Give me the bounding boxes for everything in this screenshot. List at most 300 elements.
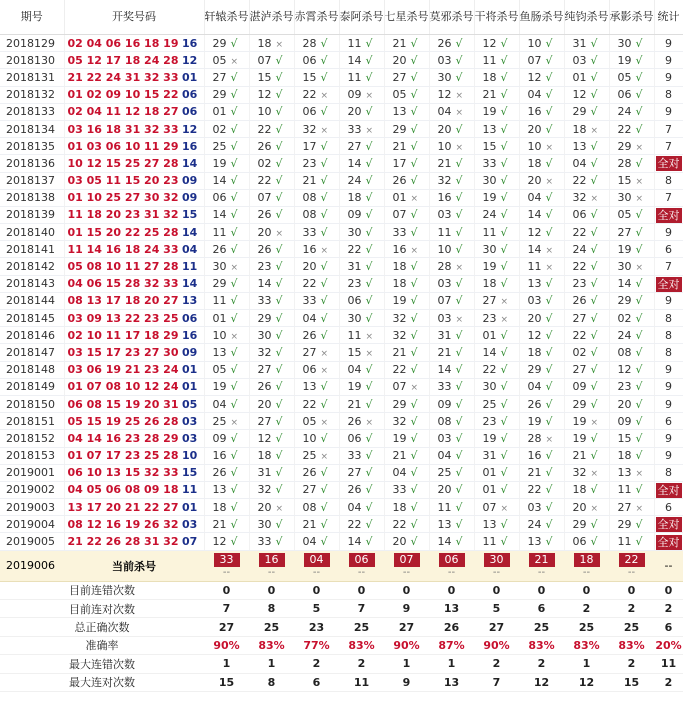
correct-check-icon: √ xyxy=(410,311,418,325)
correct-check-icon: √ xyxy=(320,260,328,274)
correct-check-icon: √ xyxy=(455,174,463,188)
kill-pick-number: 16 xyxy=(302,242,317,256)
kill-pick-number: 19 xyxy=(617,53,632,67)
draw-row xyxy=(0,258,683,275)
correct-check-icon: √ xyxy=(500,535,508,549)
winning-numbers xyxy=(64,103,204,120)
row-stat xyxy=(654,499,683,516)
draw-row xyxy=(0,275,683,292)
correct-check-icon: √ xyxy=(230,105,238,119)
row-stat xyxy=(654,516,683,533)
correct-check-icon: √ xyxy=(410,345,418,359)
correct-check-icon: √ xyxy=(545,363,553,377)
correct-check-icon: √ xyxy=(590,242,598,256)
kill-pick-number: 31 xyxy=(572,36,587,50)
kill-pick-cell xyxy=(609,516,654,533)
kill-pick-cell xyxy=(339,275,384,292)
correct-check-icon: √ xyxy=(455,70,463,84)
kill-pick-number: 30 xyxy=(617,191,632,205)
kill-pick-number: 33 xyxy=(347,449,362,463)
draw-row xyxy=(0,172,683,189)
kill-pick-number: 29 xyxy=(572,397,587,411)
kill-pick-cell xyxy=(474,103,519,120)
all-correct-badge: 全对 xyxy=(657,483,680,497)
kill-pick-number: 17 xyxy=(392,156,407,170)
kill-pick-number: 01 xyxy=(482,328,497,342)
kill-pick-cell xyxy=(294,447,339,464)
kill-pick-number: 13 xyxy=(572,139,587,153)
kill-pick-cell xyxy=(294,258,339,275)
winning-numbers xyxy=(64,499,204,516)
kill-pick-cell xyxy=(474,327,519,344)
kill-pick-cell xyxy=(384,155,429,172)
kill-pick-cell xyxy=(564,499,609,516)
winning-numbers xyxy=(64,292,204,309)
kill-pick-cell xyxy=(564,103,609,120)
kill-pick-number: 22 xyxy=(572,225,587,239)
correct-check-icon: √ xyxy=(365,70,373,84)
correct-check-icon: √ xyxy=(320,139,328,153)
kill-pick-number: 18 xyxy=(617,449,632,463)
correct-check-icon: √ xyxy=(230,156,238,170)
kill-pick-number: 10 xyxy=(437,242,452,256)
wrong-cross-icon: × xyxy=(635,469,644,480)
wrong-cross-icon: × xyxy=(365,125,374,136)
correct-check-icon: √ xyxy=(635,535,643,549)
wrong-cross-icon: × xyxy=(230,56,239,67)
draw-row xyxy=(0,310,683,327)
red-balls: 21 22 26 28 31 32 xyxy=(67,535,179,549)
kill-pick-cell xyxy=(609,310,654,327)
kill-pick-cell xyxy=(519,516,564,533)
blue-ball: 15 xyxy=(182,466,198,480)
kill-pick-cell xyxy=(294,430,339,447)
kill-pick-number: 33 xyxy=(437,380,452,394)
issue-number: 2018152 xyxy=(0,430,64,447)
correct-check-icon: √ xyxy=(500,242,508,256)
kill-pick-cell xyxy=(519,224,564,241)
kill-pick-cell xyxy=(384,344,429,361)
kill-pick-number: 20 xyxy=(527,311,542,325)
kill-pick-cell xyxy=(564,481,609,498)
kill-pick-cell xyxy=(519,241,564,258)
correct-count: 8 xyxy=(665,345,672,359)
kill-pick-number: 19 xyxy=(482,260,497,274)
kill-pick-cell xyxy=(609,241,654,258)
kill-pick-number: 30 xyxy=(482,174,497,188)
kill-pick-number: 09 xyxy=(347,88,362,102)
issue-number: 2018139 xyxy=(0,206,64,223)
kill-pick-number: 15 xyxy=(617,174,632,188)
kill-pick-cell xyxy=(294,516,339,533)
kill-pick-number: 14 xyxy=(527,208,542,222)
stats-value: 2 xyxy=(519,655,564,673)
row-stat xyxy=(654,413,683,430)
kill-pick-cell xyxy=(384,413,429,430)
current-pick-pending: -- xyxy=(312,566,321,578)
correct-check-icon: √ xyxy=(590,535,598,549)
kill-pick-cell xyxy=(384,361,429,378)
kill-pick-number: 21 xyxy=(302,517,317,531)
kill-pick-cell xyxy=(294,35,339,52)
kill-pick-number: 24 xyxy=(572,242,587,256)
kill-pick-cell xyxy=(294,395,339,412)
kill-pick-cell xyxy=(204,395,249,412)
kill-pick-number: 12 xyxy=(527,225,542,239)
correct-check-icon: √ xyxy=(500,363,508,377)
kill-pick-cell xyxy=(249,241,294,258)
row-stat xyxy=(654,172,683,189)
stats-total: 0 xyxy=(654,581,683,599)
correct-count: 9 xyxy=(665,380,672,394)
stats-total: 11 xyxy=(654,655,683,673)
kill-pick-cell xyxy=(384,258,429,275)
wrong-cross-icon: × xyxy=(320,348,329,359)
correct-check-icon: √ xyxy=(500,191,508,205)
draw-row xyxy=(0,86,683,103)
stats-row xyxy=(0,618,683,636)
current-pick xyxy=(574,553,600,579)
kill-pick-number: 20 xyxy=(302,260,317,274)
correct-check-icon: √ xyxy=(410,328,418,342)
wrong-cross-icon: × xyxy=(590,503,599,514)
kill-pick-cell xyxy=(474,481,519,498)
correct-check-icon: √ xyxy=(635,70,643,84)
kill-pick-number: 11 xyxy=(482,53,497,67)
stats-value: 0 xyxy=(204,581,249,599)
row-stat xyxy=(654,35,683,52)
stats-value: 0 xyxy=(474,581,519,599)
kill-pick-cell xyxy=(519,327,564,344)
blue-ball: 12 xyxy=(182,53,198,67)
kill-pick-cell xyxy=(429,395,474,412)
correct-check-icon: √ xyxy=(545,466,553,480)
current-pick-cell xyxy=(429,550,474,581)
kill-pick-cell xyxy=(294,241,339,258)
correct-count: 8 xyxy=(665,174,672,188)
kill-pick-cell xyxy=(429,86,474,103)
kill-pick-cell xyxy=(384,516,429,533)
current-pick xyxy=(349,553,375,579)
correct-check-icon: √ xyxy=(545,156,553,170)
kill-pick-number: 20 xyxy=(257,397,272,411)
stats-value: 1 xyxy=(249,655,294,673)
stats-value: 87% xyxy=(429,636,474,654)
kill-pick-number: 07 xyxy=(527,53,542,67)
kill-pick-number: 14 xyxy=(212,174,227,188)
row-stat xyxy=(654,378,683,395)
kill-pick-number: 32 xyxy=(392,328,407,342)
kill-pick-cell xyxy=(384,172,429,189)
kill-pick-cell xyxy=(429,361,474,378)
kill-pick-cell xyxy=(204,86,249,103)
current-stat: -- xyxy=(654,550,683,581)
kill-pick-number: 12 xyxy=(572,88,587,102)
wrong-cross-icon: × xyxy=(590,125,599,136)
kill-pick-cell xyxy=(609,35,654,52)
kill-pick-cell xyxy=(609,344,654,361)
kill-pick-cell xyxy=(339,120,384,137)
correct-check-icon: √ xyxy=(275,53,283,67)
correct-check-icon: √ xyxy=(635,53,643,67)
kill-pick-number: 18 xyxy=(527,156,542,170)
kill-pick-number: 32 xyxy=(572,466,587,480)
correct-check-icon: √ xyxy=(590,397,598,411)
kill-pick-number: 02 xyxy=(257,156,272,170)
correct-check-icon: √ xyxy=(545,88,553,102)
kill-pick-cell xyxy=(609,447,654,464)
row-stat xyxy=(654,206,683,223)
correct-check-icon: √ xyxy=(590,363,598,377)
kill-pick-cell xyxy=(384,69,429,86)
draw-row xyxy=(0,413,683,430)
correct-check-icon: √ xyxy=(455,380,463,394)
correct-check-icon: √ xyxy=(275,380,283,394)
blue-ball: 01 xyxy=(182,380,198,394)
kill-pick-number: 11 xyxy=(482,535,497,549)
kill-pick-number: 26 xyxy=(572,294,587,308)
kill-pick-cell xyxy=(519,361,564,378)
kill-pick-cell xyxy=(429,344,474,361)
kill-pick-cell xyxy=(249,481,294,498)
kill-pick-number: 22 xyxy=(302,277,317,291)
correct-check-icon: √ xyxy=(410,466,418,480)
correct-check-icon: √ xyxy=(320,174,328,188)
current-pick-cell xyxy=(384,550,429,581)
kill-pick-number: 30 xyxy=(257,517,272,531)
correct-check-icon: √ xyxy=(590,53,598,67)
wrong-cross-icon: × xyxy=(365,91,374,102)
red-balls: 21 22 24 31 32 33 xyxy=(67,70,179,84)
correct-check-icon: √ xyxy=(635,88,643,102)
kill-pick-number: 14 xyxy=(347,53,362,67)
correct-check-icon: √ xyxy=(275,260,283,274)
kill-pick-cell xyxy=(204,533,249,550)
kill-pick-cell xyxy=(474,361,519,378)
kill-pick-cell xyxy=(339,447,384,464)
kill-pick-cell xyxy=(384,395,429,412)
winning-numbers xyxy=(64,69,204,86)
kill-pick-cell xyxy=(474,292,519,309)
kill-pick-number: 29 xyxy=(572,517,587,531)
correct-check-icon: √ xyxy=(275,156,283,170)
expert-header: 承影杀号 xyxy=(609,0,654,35)
correct-check-icon: √ xyxy=(410,105,418,119)
wrong-cross-icon: × xyxy=(410,245,419,256)
kill-pick-cell xyxy=(249,310,294,327)
kill-pick-number: 32 xyxy=(257,345,272,359)
kill-pick-number: 30 xyxy=(347,311,362,325)
correct-check-icon: √ xyxy=(365,500,373,514)
kill-pick-number: 04 xyxy=(347,500,362,514)
kill-pick-number: 27 xyxy=(347,139,362,153)
kill-pick-cell xyxy=(474,86,519,103)
expert-header: 鱼肠杀号 xyxy=(519,0,564,35)
kill-pick-number: 28 xyxy=(437,260,452,274)
kill-pick-number: 08 xyxy=(617,345,632,359)
correct-check-icon: √ xyxy=(230,88,238,102)
blue-ball: 10 xyxy=(182,449,198,463)
correct-check-icon: √ xyxy=(410,53,418,67)
correct-check-icon: √ xyxy=(410,277,418,291)
kill-pick-number: 21 xyxy=(437,156,452,170)
correct-count: 7 xyxy=(665,260,672,274)
kill-pick-cell xyxy=(204,155,249,172)
kill-pick-number: 21 xyxy=(392,345,407,359)
kill-pick-number: 33 xyxy=(257,294,272,308)
kill-pick-cell xyxy=(609,499,654,516)
correct-check-icon: √ xyxy=(320,466,328,480)
correct-check-icon: √ xyxy=(275,466,283,480)
current-pick xyxy=(214,553,240,579)
kill-pick-cell xyxy=(249,138,294,155)
current-issue: 2019006 xyxy=(0,550,64,581)
correct-check-icon: √ xyxy=(410,500,418,514)
kill-pick-cell xyxy=(609,189,654,206)
kill-pick-cell xyxy=(564,292,609,309)
kill-pick-number: 05 xyxy=(212,363,227,377)
kill-pick-number: 01 xyxy=(482,466,497,480)
correct-check-icon: √ xyxy=(365,36,373,50)
wrong-cross-icon: × xyxy=(275,503,284,514)
blue-ball: 11 xyxy=(182,483,198,497)
wrong-cross-icon: × xyxy=(590,417,599,428)
kill-pick-cell xyxy=(249,155,294,172)
correct-check-icon: √ xyxy=(275,191,283,205)
kill-pick-cell xyxy=(564,516,609,533)
correct-check-icon: √ xyxy=(545,53,553,67)
correct-check-icon: √ xyxy=(365,105,373,119)
kill-pick-number: 18 xyxy=(257,449,272,463)
kill-pick-cell xyxy=(384,138,429,155)
correct-check-icon: √ xyxy=(545,535,553,549)
correct-check-icon: √ xyxy=(275,311,283,325)
kill-pick-cell xyxy=(204,327,249,344)
winning-numbers xyxy=(64,413,204,430)
current-section xyxy=(0,550,683,581)
kill-pick-cell xyxy=(474,189,519,206)
red-balls: 01 10 25 27 30 32 xyxy=(67,191,179,205)
kill-pick-number: 29 xyxy=(527,363,542,377)
kill-pick-cell xyxy=(429,447,474,464)
kill-pick-cell xyxy=(564,35,609,52)
current-pick-cell xyxy=(474,550,519,581)
kill-pick-cell xyxy=(204,464,249,481)
issue-header: 期号 xyxy=(0,0,64,35)
correct-check-icon: √ xyxy=(410,363,418,377)
current-pick xyxy=(619,553,645,579)
correct-check-icon: √ xyxy=(230,311,238,325)
winning-numbers xyxy=(64,516,204,533)
stats-value: 8 xyxy=(249,600,294,618)
stats-value: 0 xyxy=(429,581,474,599)
kill-pick-cell xyxy=(384,378,429,395)
kill-pick-number: 10 xyxy=(257,105,272,119)
correct-check-icon: √ xyxy=(455,431,463,445)
stats-value: 2 xyxy=(474,655,519,673)
correct-check-icon: √ xyxy=(230,397,238,411)
correct-check-icon: √ xyxy=(455,122,463,136)
kill-pick-cell xyxy=(564,155,609,172)
row-stat xyxy=(654,361,683,378)
correct-check-icon: √ xyxy=(320,517,328,531)
red-balls: 01 15 20 22 25 28 xyxy=(67,225,179,239)
blue-ball: 16 xyxy=(182,328,198,342)
correct-check-icon: √ xyxy=(410,36,418,50)
correct-check-icon: √ xyxy=(320,70,328,84)
kill-pick-number: 26 xyxy=(257,139,272,153)
all-correct-badge: 全对 xyxy=(657,277,680,291)
kill-pick-cell xyxy=(429,241,474,258)
kill-pick-number: 03 xyxy=(527,294,542,308)
kill-pick-cell xyxy=(519,533,564,550)
correct-check-icon: √ xyxy=(365,242,373,256)
stats-total: 2 xyxy=(654,600,683,618)
kill-pick-number: 19 xyxy=(212,156,227,170)
correct-check-icon: √ xyxy=(500,380,508,394)
current-pick-number: 21 xyxy=(529,553,555,567)
kill-pick-number: 23 xyxy=(572,277,587,291)
winning-numbers xyxy=(64,155,204,172)
kill-pick-number: 30 xyxy=(437,70,452,84)
kill-pick-cell xyxy=(429,464,474,481)
kill-pick-number: 04 xyxy=(527,380,542,394)
draw-row xyxy=(0,206,683,223)
correct-check-icon: √ xyxy=(500,328,508,342)
issue-number: 2018140 xyxy=(0,224,64,241)
blue-ball: 12 xyxy=(182,122,198,136)
red-balls: 13 17 20 21 22 27 xyxy=(67,500,179,514)
kill-pick-number: 11 xyxy=(347,328,362,342)
row-stat xyxy=(654,464,683,481)
kill-pick-number: 01 xyxy=(482,483,497,497)
kill-pick-number: 32 xyxy=(392,311,407,325)
draw-row xyxy=(0,189,683,206)
correct-check-icon: √ xyxy=(275,294,283,308)
kill-pick-cell xyxy=(249,464,294,481)
kill-pick-cell xyxy=(294,310,339,327)
kill-pick-number: 27 xyxy=(572,311,587,325)
correct-check-icon: √ xyxy=(455,191,463,205)
kill-pick-number: 30 xyxy=(257,328,272,342)
kill-pick-cell xyxy=(609,464,654,481)
kill-pick-number: 27 xyxy=(347,466,362,480)
kill-pick-number: 12 xyxy=(527,70,542,84)
draw-row xyxy=(0,378,683,395)
correct-check-icon: √ xyxy=(275,208,283,222)
kill-pick-cell xyxy=(294,69,339,86)
correct-check-icon: √ xyxy=(230,174,238,188)
wrong-cross-icon: × xyxy=(410,194,419,205)
kill-pick-cell xyxy=(339,258,384,275)
wrong-cross-icon: × xyxy=(275,228,284,239)
stats-value: 25 xyxy=(339,618,384,636)
kill-pick-cell xyxy=(339,224,384,241)
red-balls: 06 08 15 19 20 31 xyxy=(67,397,179,411)
kill-pick-number: 32 xyxy=(392,414,407,428)
stats-total: 6 xyxy=(654,618,683,636)
issue-number: 2019003 xyxy=(0,499,64,516)
kill-pick-cell xyxy=(519,138,564,155)
stats-value: 0 xyxy=(519,581,564,599)
draw-row xyxy=(0,52,683,69)
correct-check-icon: √ xyxy=(275,414,283,428)
current-pick xyxy=(484,553,510,579)
current-pick-number: 04 xyxy=(304,553,330,567)
kill-pick-number: 15 xyxy=(617,431,632,445)
correct-check-icon: √ xyxy=(635,397,643,411)
kill-pick-cell xyxy=(384,310,429,327)
